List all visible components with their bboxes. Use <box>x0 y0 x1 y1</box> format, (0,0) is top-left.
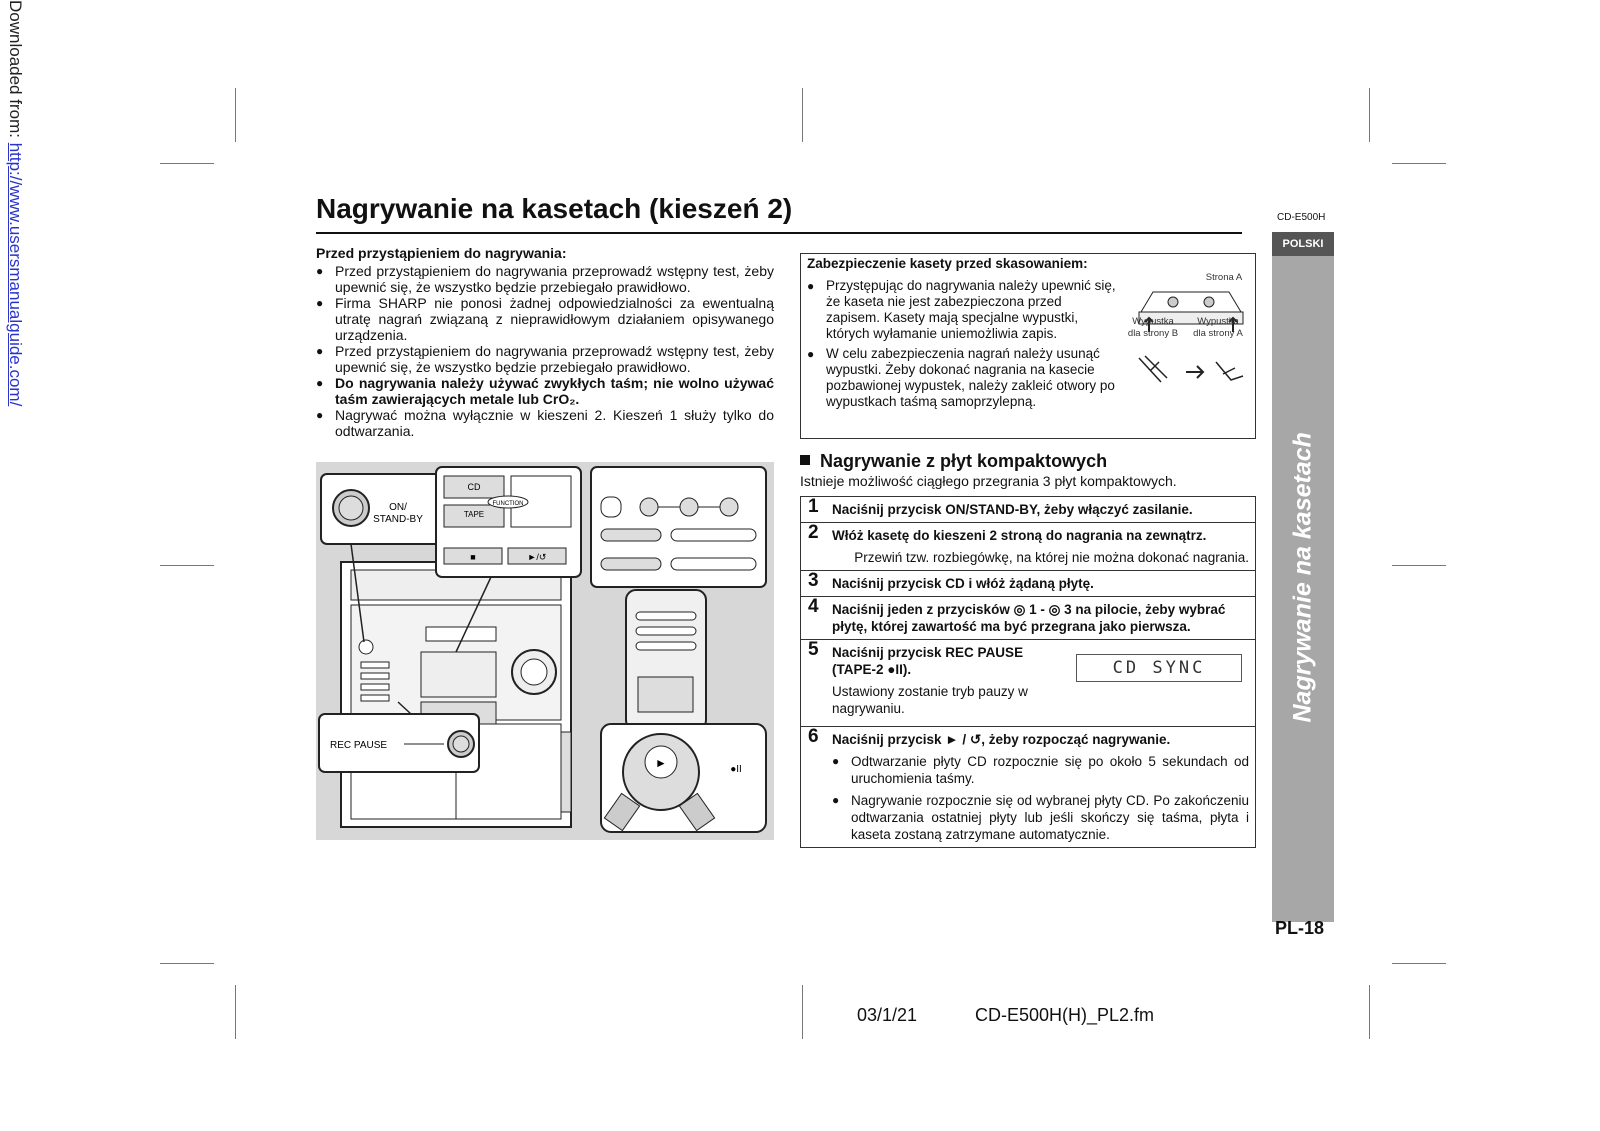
break-tab-icon <box>1131 352 1251 392</box>
model-label: CD-E500H <box>1277 212 1326 223</box>
crop-mark <box>1392 163 1446 164</box>
step-row <box>801 727 1255 847</box>
function-label: FUNCTION <box>492 501 524 507</box>
list-item: ● Przed przystąpieniem do nagrywania przeprowadź wstępny test, żeby upewnić się, że wszystko będzie przebiegało prawidłowo. <box>316 343 774 375</box>
crop-mark <box>235 88 236 142</box>
list-item: ● Nagrywać można wyłącznie w kieszeni 2. Kieszeń 1 służy tylko do odtwarzania. <box>316 407 774 439</box>
download-source <box>5 0 25 450</box>
crop-mark <box>1392 963 1446 964</box>
crop-mark <box>802 88 803 142</box>
cd-button-label: CD <box>467 482 481 492</box>
page-title: Nagrywanie na kasetach (kieszeń 2) <box>316 193 793 224</box>
side-a-label: Strona A <box>1205 272 1243 283</box>
before-heading: Przed przystąpieniem do nagrywania: <box>316 245 567 261</box>
crop-mark <box>235 985 236 1039</box>
protection-heading: Zabezpieczenie kasety przed skasowaniem: <box>807 256 1088 271</box>
crop-mark <box>160 565 214 566</box>
crop-mark <box>1392 565 1446 566</box>
page-number: PL-18 <box>1275 918 1325 938</box>
step-text: Naciśnij przycisk REC PAUSE (TAPE-2 ●II). <box>832 645 1024 677</box>
step-number: 4 <box>808 596 819 617</box>
step-text: Naciśnij przycisk ► / ↺, żeby rozpocząć nagrywanie. <box>832 732 1171 747</box>
cassette-protection-box <box>800 253 1256 439</box>
step-number: 5 <box>808 639 819 660</box>
step-number: 1 <box>808 496 819 517</box>
tab-b-label: Wypustka dla strony B <box>1127 316 1179 339</box>
step-text: Naciśnij jeden z przycisków ◎ 1 - ◎ 3 na pilocie, żeby wybrać płytę, której zawartość ma być przegrana jako pierwsza. <box>832 602 1226 634</box>
step-row <box>801 523 1255 571</box>
step-row <box>801 497 1255 523</box>
tape-button-label: TAPE <box>463 510 485 519</box>
list-item: ● Firma SHARP nie ponosi żadnej odpowiedzialności za ewentualną utratę nagrań związaną z nieprawidłowym działaniem opisywanego urządzenia. <box>316 295 774 343</box>
list-item: ● Nagrywanie rozpocznie się od wybranej płyty CD. Po zakończeniu odtwarzania ostatniej płyty lub jeśli skończy się taśma, płyta i kaseta zostaną zatrzymane automatycznie. <box>832 792 1249 843</box>
footer-filename: CD-E500H(H)_PL2.fm <box>975 1005 1155 1025</box>
crop-mark <box>1369 985 1370 1039</box>
step-row <box>801 640 1255 727</box>
step-number: 6 <box>808 726 819 747</box>
svg-text:STAND-BY: STAND-BY <box>373 514 423 525</box>
cd-section-heading: Nagrywanie z płyt kompaktowych <box>800 451 1107 472</box>
cd-section-intro: Istnieje możliwość ciągłego przegrania 3 płyt kompaktowych. <box>800 473 1177 489</box>
device-illustration <box>316 462 774 840</box>
section-tab-title: Nagrywanie na kasetach <box>1288 432 1317 723</box>
step-row <box>801 571 1255 597</box>
crop-mark <box>160 963 214 964</box>
step-note: Przewiń tzw. rozbiegówkę, na której nie można dokonać nagrania. <box>854 550 1249 565</box>
svg-text:■: ■ <box>470 552 476 562</box>
step-text: Naciśnij przycisk CD i włóż żądaną płytę. <box>832 576 1094 591</box>
step-text: Włóż kasetę do kieszeni 2 stroną do nagrania na zewnątrz. <box>832 528 1207 543</box>
square-bullet-icon <box>800 455 810 465</box>
list-item: ● W celu zabezpieczenia nagrań należy usunąć wypustki. Żeby dokonać nagrania na kasecie pozbawionej wypustek, należy zakleić otwory po wypustkach taśmą samoprzylepną. <box>807 346 1117 410</box>
list-item: ● Przed przystąpieniem do nagrywania przeprowadź wstępny test, żeby upewnić się, że wszystko będzie przebiegało prawidłowo. <box>316 263 774 295</box>
before-recording <box>316 245 774 439</box>
crop-mark <box>1369 88 1370 142</box>
footer-date: 03/1/21 <box>857 1005 918 1025</box>
step-note: Ustawiony zostanie tryb pauzy w nagrywaniu. <box>832 684 1028 716</box>
list-item: ● Przystępując do nagrywania należy upewnić się, że kaseta nie jest zabezpieczona przed zapisem. Kasety mają specjalne wypustki, których wyłamanie uniemożliwia zapis. <box>807 278 1117 342</box>
svg-text:►: ► <box>655 756 667 770</box>
step-row <box>801 597 1255 640</box>
device-drawing <box>316 462 774 840</box>
download-prefix: Downloaded from: <box>6 0 25 143</box>
step-number: 2 <box>808 522 819 543</box>
crop-mark <box>160 163 214 164</box>
download-link[interactable]: http://www.usersmanualguide.com/ <box>6 142 25 407</box>
svg-text:►/↺: ►/↺ <box>527 552 547 562</box>
on-standby-label: ON/ <box>389 502 407 513</box>
step-text: Naciśnij przycisk ON/STAND-BY, żeby włączyć zasilanie. <box>832 502 1193 517</box>
list-item: ● Do nagrywania należy używać zwykłych taśm; nie wolno używać taśm zawierających metale lub CrO₂. <box>316 375 774 407</box>
list-item: ● Odtwarzanie płyty CD rozpocznie się po około 5 sekundach od uruchomienia taśmy. <box>832 753 1249 787</box>
display-panel: CD SYNC <box>1076 654 1242 682</box>
crop-mark <box>802 985 803 1039</box>
step-number: 3 <box>808 570 819 591</box>
rec-pause-label: REC PAUSE <box>330 740 388 751</box>
tab-a-label: Wypustka dla strony A <box>1193 316 1243 339</box>
svg-text:●II: ●II <box>730 764 742 775</box>
title-rule <box>316 232 1242 234</box>
language-tab: POLSKI <box>1272 232 1334 256</box>
steps-table <box>800 496 1256 848</box>
